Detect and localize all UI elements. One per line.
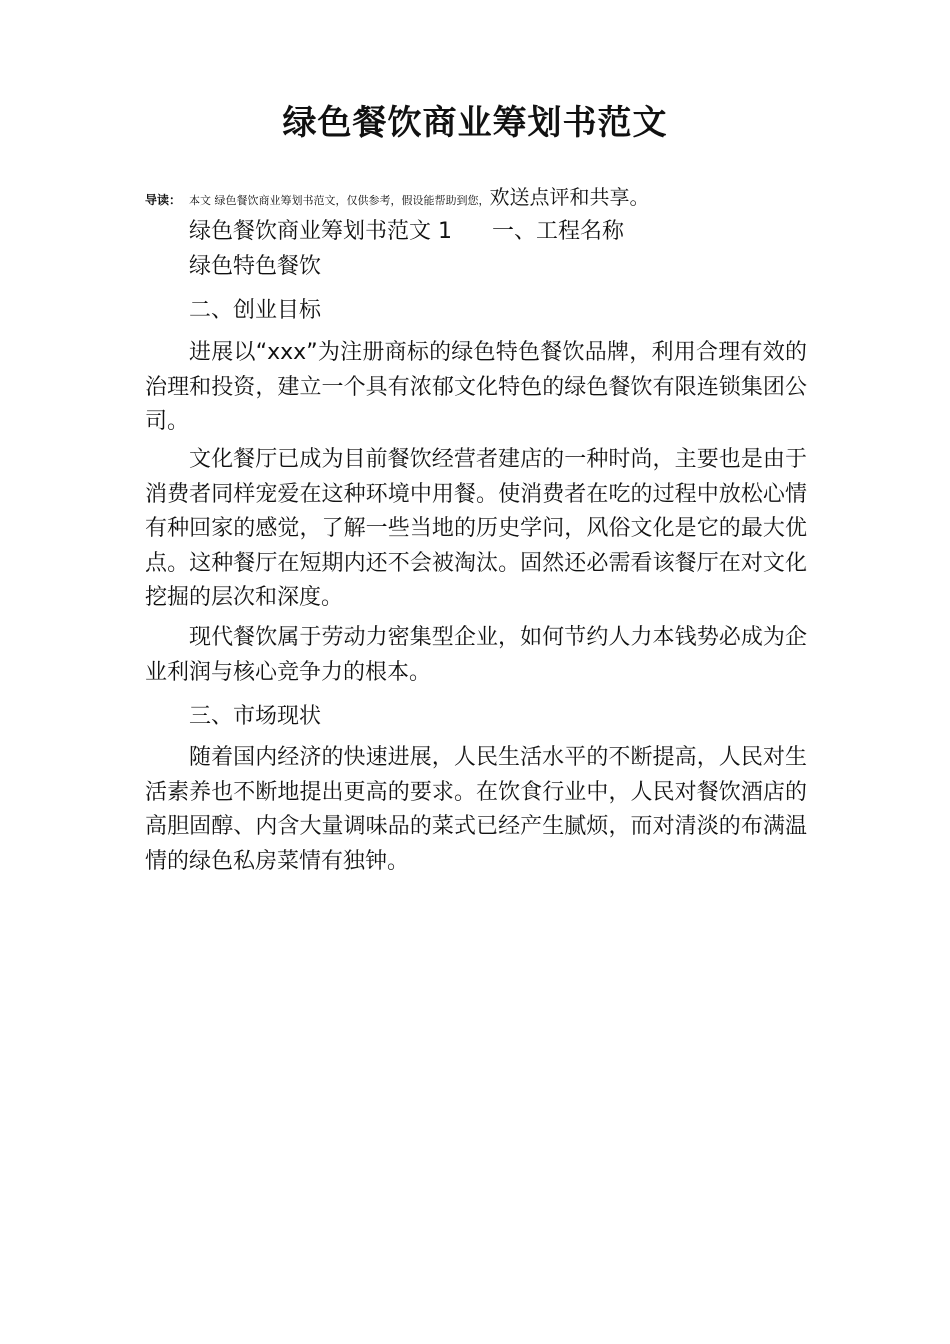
section2-paragraph-1: 进展以“xxx”为注册商标的绿色特色餐饮品牌，利用合理有效的治理和投资，建立一个具有浓郁文化特色的绿色餐饮有限连锁集团公司。 xyxy=(145,340,807,434)
section2-paragraph-2: 文化餐厅已成为目前餐饮经营者建店的一种时尚，主要也是由于消费者同样宠爱在这种环境中用餐。使消费者在吃的过程中放松心情有种回家的感觉，了解一些当地的历史学问，风俗文化是它的最大优点。这种餐厅在短期内还不会被淘汰。固然还必需看该餐厅在对文化挖掘的层次和深度。 xyxy=(145,447,807,610)
section1-heading: 一、工程名称 xyxy=(492,219,625,244)
lead-label: 导读： xyxy=(145,193,182,207)
section3-paragraph-1: 随着国内经济的快速进展，人民生活水平的不断提高，人民对生活素养也不断地提出更高的要求。在饮食行业中，人民对餐饮酒店的高胆固醇、内含大量调味品的菜式已经产生腻烦，而对清淡的布满温情的绿色私房菜情有独钟。 xyxy=(145,745,807,874)
lead-summary xyxy=(145,185,825,213)
document-title: 绿色餐饮商业筹划书范文 xyxy=(282,103,668,143)
section1-content: 绿色特色餐饮 xyxy=(189,254,322,279)
section2-paragraph-3: 现代餐饮属于劳动力密集型企业，如何节约人力本钱势必成为企业利润与核心竞争力的根本。 xyxy=(145,625,807,685)
section1-line xyxy=(189,215,624,249)
section2-heading: 二、创业目标 xyxy=(189,298,322,323)
lead-large-text: 欢送点评和共享。 xyxy=(489,185,650,209)
section1-doc-label: 绿色餐饮商业筹划书范文 1 xyxy=(189,219,452,244)
lead-small-text: 本文 绿色餐饮商业筹划书范文，仅供参考，假设能帮助到您， xyxy=(189,194,490,207)
section3-heading: 三、市场现状 xyxy=(189,704,322,729)
